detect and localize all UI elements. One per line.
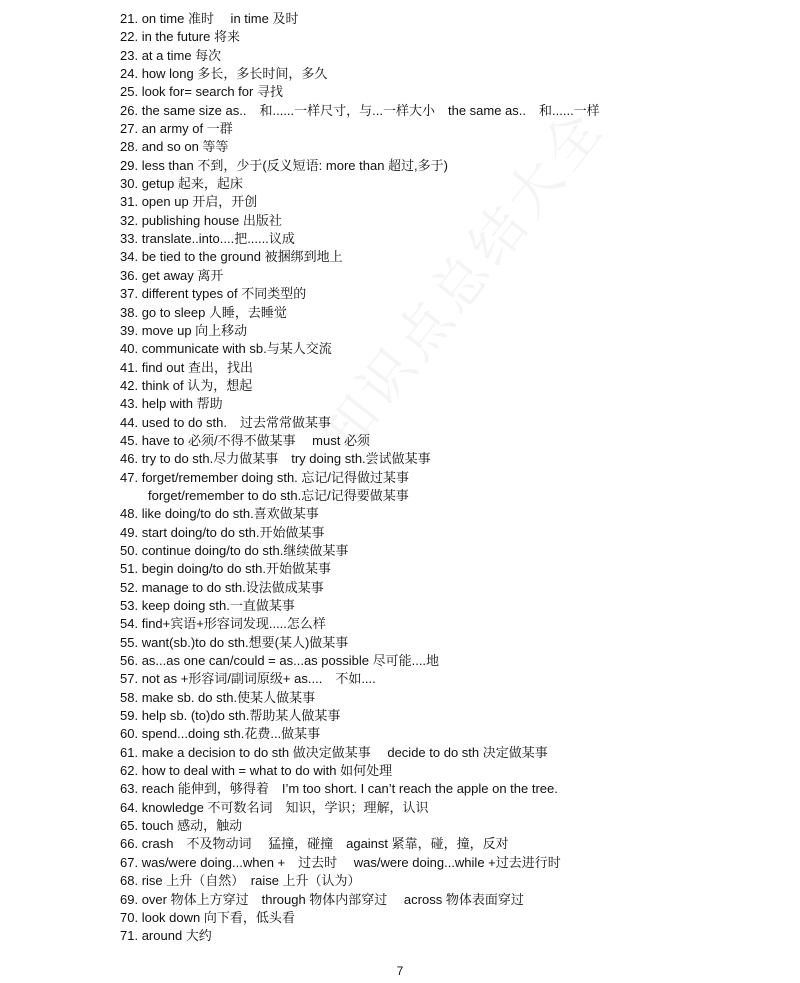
entry-number: 28. [120,139,139,155]
entry-text: used to do sth. 过去常常做某事 [141,414,331,430]
entry-number: 26. [120,102,139,118]
entry-text: in the future 将来 [141,29,240,45]
entry-number: 34. [120,249,139,265]
entry-number: 61. [120,744,139,760]
entry-number: 60. [120,726,139,742]
phrase-entry [120,432,780,450]
phrase-entry [120,524,780,542]
entry-text: find+宾语+形容词发现.....怎么样 [141,616,326,632]
phrase-entry [120,285,780,303]
entry-text: less than 不到，少于(反义短语: more than 超过,多于) [141,157,448,173]
phrase-entry [120,377,780,395]
phrase-entry [120,359,780,377]
entry-number: 55. [120,634,139,650]
entry-text: make a decision to do sth 做决定做某事 decide to do sth 决定做某事 [141,744,548,760]
entry-number: 52. [120,579,139,595]
entry-text: look for= search for 寻找 [141,84,283,100]
entry-text: knowledge 不可数名词 知识，学识；理解，认识 [141,799,429,815]
phrase-entry [120,47,780,65]
entry-text: think of 认为，想起 [141,377,253,393]
entry-number: 27. [120,121,139,137]
entry-number: 49. [120,524,139,540]
entry-text: on time 准时 in time 及时 [141,11,299,26]
entry-number: 24. [120,66,139,82]
entry-text: open up 开启，开创 [141,194,258,210]
entry-text: the same size as.. 和......一样尺寸，与...一样大小 the same as.. 和......一样 [141,102,600,118]
entry-number: 69. [120,891,139,907]
entry-number: 36. [120,267,139,283]
entry-text: not as +形容词/副词原级+ as.... 不如.... [141,671,376,687]
entry-text: at a time 每次 [141,47,222,63]
entry-number: 37. [120,286,139,302]
phrase-entry [120,230,780,248]
phrase-entry [120,854,780,872]
entry-text: get away 离开 [141,267,224,283]
entry-number: 50. [120,542,139,558]
entry-number: 31. [120,194,139,210]
phrase-entry [120,322,780,340]
entry-text: help sb. (to)do sth.帮助某人做某事 [141,708,341,724]
entry-number: 47. [120,469,139,485]
entry-number: 65. [120,818,139,834]
entry-number: 23. [120,47,139,63]
entry-text: forget/remember doing sth. 忘记/记得做过某事 [141,469,410,485]
phrase-entry [120,138,780,156]
phrase-entry [120,909,780,927]
phrase-entry [120,120,780,138]
phrase-entry [120,248,780,266]
phrase-entry [120,835,780,853]
phrase-entry [120,762,780,780]
entry-number: 21. [120,11,139,26]
phrase-entry [120,780,780,798]
entry-number: 57. [120,671,139,687]
entry-number: 54. [120,616,139,632]
entry-text: and so on 等等 [141,139,229,155]
entry-text: make sb. do sth.使某人做某事 [141,689,316,705]
entry-number: 71. [120,928,139,944]
phrase-entry [120,872,780,890]
phrase-entry [120,542,780,560]
entry-number: 66. [120,836,139,852]
phrase-entry [120,102,780,120]
entry-text: translate..into....把......议成 [141,231,295,247]
phrase-entry [120,487,780,505]
phrase-entry [120,725,780,743]
entry-number: 44. [120,414,139,430]
phrase-entry [120,799,780,817]
phrase-entry [120,450,780,468]
entry-number: 22. [120,29,139,45]
entry-text: publishing house 出版社 [141,212,282,228]
phrase-entry [120,28,780,46]
entry-number: 43. [120,396,139,412]
entry-text: crash 不及物动词 猛撞，碰撞 against 紧靠，碰，撞，反对 [141,836,509,852]
entry-number: 48. [120,506,139,522]
entry-number: 45. [120,432,139,448]
entry-number: 56. [120,653,139,669]
entry-text: an army of 一群 [141,121,233,137]
phrase-entry [120,505,780,523]
entry-number: 42. [120,377,139,393]
entry-text: have to 必须/不得不做某事 must 必须 [141,432,370,448]
entry-text: how to deal with = what to do with 如何处理 [141,763,393,779]
phrase-entry [120,83,780,101]
entry-number: 38. [120,304,139,320]
phrase-entry [120,193,780,211]
entry-text: was/were doing...when + 过去时 was/were doing...while +过去进行时 [141,854,561,870]
entry-text: communicate with sb.与某人交流 [141,341,332,357]
phrase-list [120,10,780,946]
entry-number: 46. [120,451,139,467]
entry-text: want(sb.)to do sth.想要(某人)做某事 [141,634,349,650]
phrase-entry [120,579,780,597]
entry-text: touch 感动，触动 [141,818,243,834]
entry-text: around 大约 [141,928,212,944]
phrase-entry [120,689,780,707]
entry-text: spend...doing sth.花费...做某事 [141,726,321,742]
entry-text: over 物体上方穿过 through 物体内部穿过 across 物体表面穿过 [141,891,524,907]
entry-number: 41. [120,359,139,375]
phrase-entry [120,560,780,578]
entry-number: 67. [120,854,139,870]
phrase-entry [120,891,780,909]
phrase-entry [120,10,780,28]
entry-text: manage to do sth.设法做成某事 [141,579,324,595]
page-number: 7 [396,964,404,978]
entry-text: forget/remember to do sth.忘记/记得要做某事 [148,487,409,503]
entry-text: look down 向下看，低头看 [141,909,295,925]
phrase-entry [120,157,780,175]
entry-number: 63. [120,781,139,797]
entry-text: find out 查出，找出 [141,359,253,375]
entry-text: getup 起来，起床 [141,176,243,192]
phrase-entry [120,634,780,652]
phrase-entry [120,469,780,487]
entry-number: 53. [120,598,139,613]
entry-number: 29. [120,157,139,173]
entry-text: as...as one can/could = as...as possible 尽可能....地 [141,653,440,669]
entry-number: 25. [120,84,139,100]
entry-number: 33. [120,231,139,247]
phrase-entry [120,175,780,193]
phrase-entry [120,707,780,725]
entry-number: 40. [120,341,139,357]
phrase-entry [120,817,780,835]
entry-number: 70. [120,909,139,925]
phrase-entry [120,65,780,83]
entry-text: like doing/to do sth.喜欢做某事 [141,506,319,522]
phrase-entry [120,267,780,285]
entry-text: how long 多长，多长时间，多久 [141,66,328,82]
phrase-entry [120,395,780,413]
entry-text: different types of 不同类型的 [141,286,307,302]
phrase-entry [120,414,780,432]
entry-number: 39. [120,322,139,338]
entry-text: rise 上升（自然） raise 上升（认为） [141,873,361,889]
entry-text: help with 帮助 [141,396,223,412]
entry-number: 51. [120,561,139,577]
phrase-entry [120,927,780,945]
entry-text: start doing/to do sth.开始做某事 [141,524,325,540]
entry-text: keep doing sth.一直做某事 [141,598,295,613]
phrase-entry [120,670,780,688]
entry-text: go to sleep 人睡，去睡觉 [141,304,287,320]
entry-text: try to do sth.尽力做某事 try doing sth.尝试做某事 [141,451,431,467]
phrase-entry [120,597,780,615]
entry-text: continue doing/to do sth.继续做某事 [141,542,349,558]
entry-number: 32. [120,212,139,228]
entry-number: 59. [120,708,139,724]
phrase-entry [120,744,780,762]
entry-text: move up 向上移动 [141,322,248,338]
entry-text: be tied to the ground 被捆绑到地上 [141,249,343,265]
phrase-entry [120,304,780,322]
phrase-entry [120,340,780,358]
phrase-entry [120,212,780,230]
entry-number: 30. [120,176,139,192]
entry-text: reach 能伸到，够得着 I’m too short. I can’t reach the apple on the tree. [141,781,558,797]
entry-number: 64. [120,799,139,815]
entry-number: 62. [120,763,139,779]
phrase-entry [120,615,780,633]
entry-number: 58. [120,689,139,705]
phrase-entry [120,652,780,670]
entry-text: begin doing/to do sth.开始做某事 [141,561,332,577]
entry-number: 68. [120,873,139,889]
